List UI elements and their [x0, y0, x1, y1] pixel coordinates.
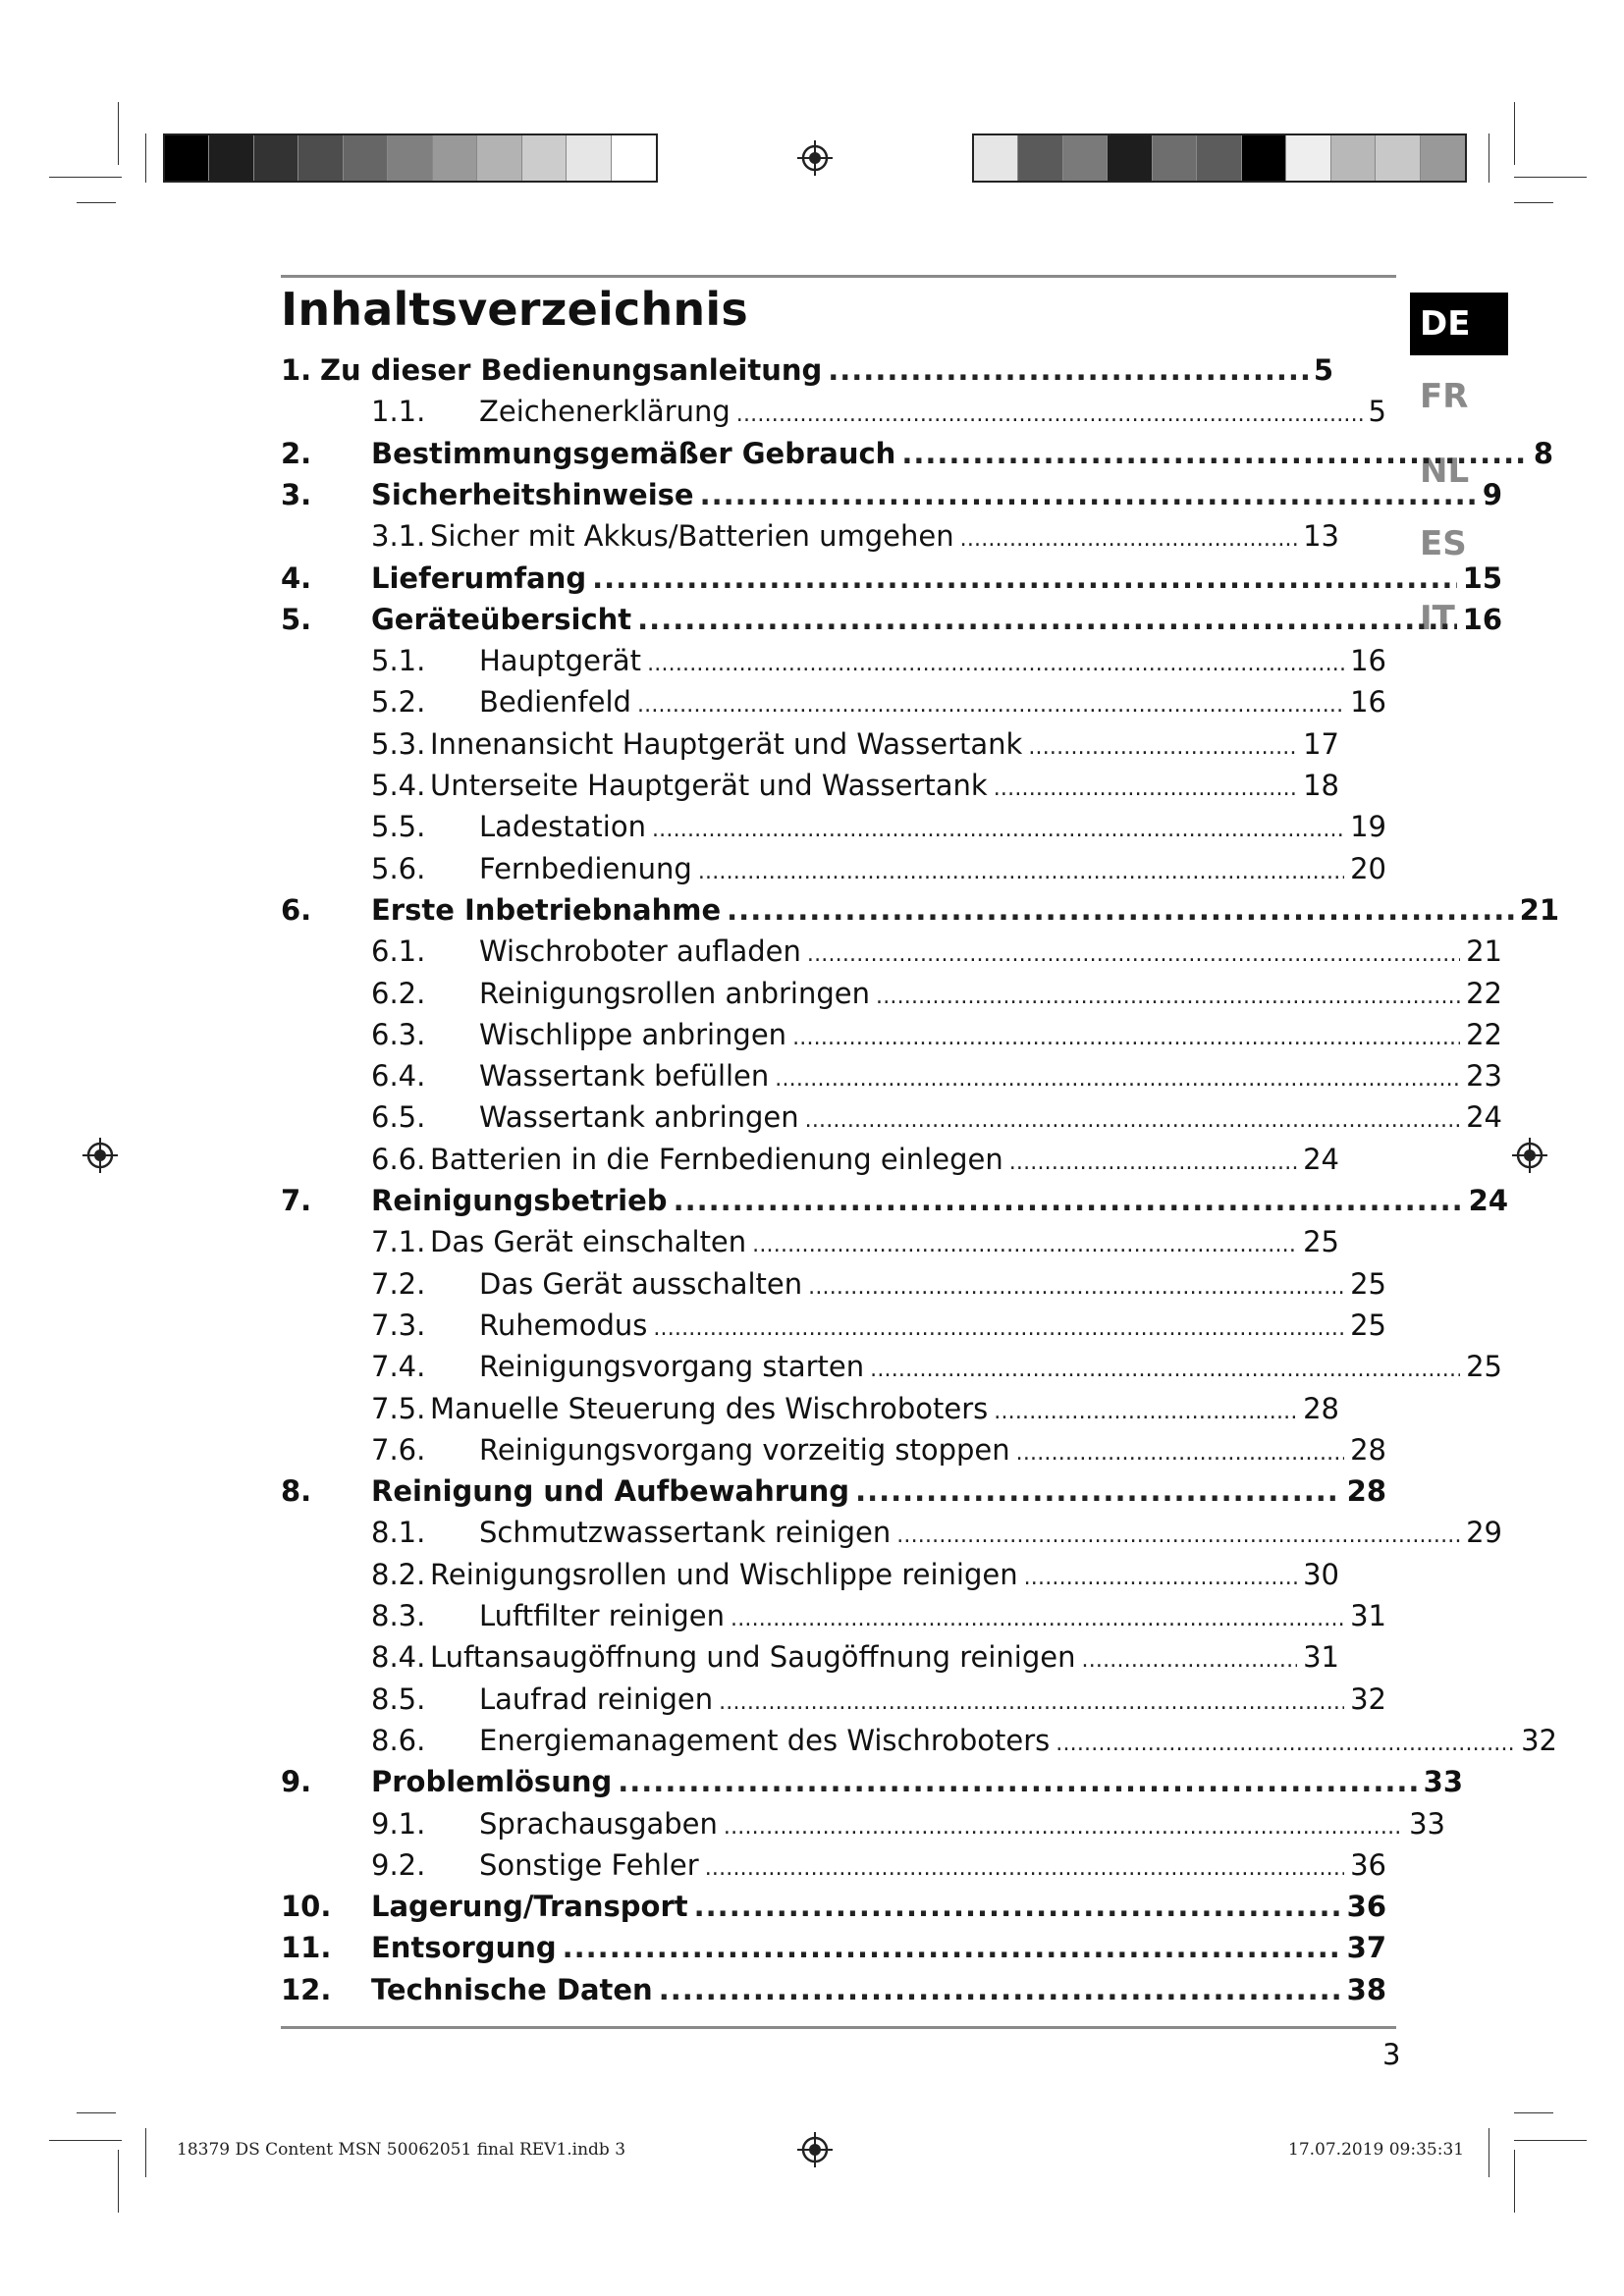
toc-label: Wischroboter aufladen — [479, 934, 801, 969]
toc-page-number: 18 — [1303, 769, 1339, 802]
toc-label: Wassertank befüllen — [479, 1059, 770, 1094]
toc-page-number: 33 — [1409, 1806, 1445, 1841]
color-swatch — [1108, 135, 1152, 181]
color-swatch — [298, 135, 343, 181]
toc-section-row[interactable] — [371, 1512, 1502, 1553]
toc-chapter-row[interactable] — [281, 1927, 1386, 1968]
crop-mark — [118, 102, 119, 165]
language-tab-de: DE — [1410, 293, 1508, 355]
toc-leader-dots — [736, 395, 1363, 436]
toc-leader-dots — [563, 1927, 1341, 1968]
color-swatch — [477, 135, 521, 181]
toc-label: Wischlippe anbringen — [479, 1017, 787, 1051]
toc-section-row[interactable] — [371, 681, 1386, 722]
toc-page-number: 37 — [1346, 1931, 1386, 1965]
toc-number: 8. — [281, 1474, 312, 1509]
toc-page-number: 29 — [1466, 1516, 1502, 1550]
toc-chapter-row[interactable] — [281, 1969, 1386, 2010]
color-swatch — [1286, 135, 1330, 181]
toc-number: 12. — [281, 1972, 332, 2006]
color-swatch — [1153, 135, 1197, 181]
toc-leader-dots — [1028, 727, 1297, 769]
crop-mark — [1514, 177, 1587, 178]
toc-label: Das Gerät ausschalten — [479, 1266, 803, 1301]
color-calibration-bar-right — [972, 133, 1467, 183]
toc-chapter-row[interactable] — [281, 889, 1559, 931]
toc-chapter-row[interactable] — [281, 1761, 1463, 1802]
toc-page-number: 5 — [1368, 395, 1386, 429]
toc-label: Reinigungsrollen und Wischlippe reinigen — [430, 1557, 1018, 1591]
toc-page-number: 8 — [1533, 436, 1553, 470]
toc-leader-dots — [618, 1761, 1417, 1802]
toc-number: 5. — [281, 602, 312, 636]
toc-section-row[interactable] — [371, 1055, 1502, 1096]
toc-section-row[interactable] — [371, 1096, 1502, 1138]
toc-chapter-row[interactable] — [281, 599, 1502, 640]
toc-label: Zu dieser Bedienungsanleitung — [320, 353, 823, 387]
toc-number: 8.4. — [371, 1640, 426, 1675]
toc-leader-dots — [960, 519, 1297, 561]
toc-label: Sonstige Fehler — [479, 1847, 699, 1882]
color-swatch — [209, 135, 253, 181]
toc-chapter-row[interactable] — [281, 349, 1333, 391]
toc-section-row[interactable] — [371, 1139, 1339, 1180]
toc-leader-dots — [1009, 1143, 1297, 1184]
toc-page-number: 9 — [1482, 477, 1502, 511]
toc-number: 2. — [281, 436, 312, 470]
toc-leader-dots — [792, 1018, 1460, 1059]
toc-label: Energiemanagement des Wischroboters — [479, 1723, 1051, 1757]
toc-number: 6. — [281, 892, 312, 927]
toc-number: 7.1. — [371, 1225, 426, 1259]
toc-page-number: 36 — [1346, 1890, 1386, 1924]
toc-label: Hauptgerät — [479, 644, 642, 678]
toc-number: 5.6. — [371, 851, 426, 885]
toc-number: 3.1. — [371, 519, 426, 554]
toc-label: Problemlösung — [371, 1765, 613, 1799]
toc-page-number: 31 — [1350, 1599, 1386, 1632]
toc-leader-dots — [637, 685, 1344, 726]
toc-leader-dots — [994, 769, 1297, 810]
toc-number: 7. — [281, 1184, 312, 1217]
toc-number: 9. — [281, 1765, 312, 1799]
toc-leader-dots — [807, 934, 1460, 976]
toc-leader-dots — [705, 1848, 1344, 1890]
toc-section-row[interactable] — [371, 1221, 1339, 1262]
toc-number: 8.6. — [371, 1723, 426, 1757]
toc-page-number: 23 — [1466, 1059, 1502, 1094]
toc-section-row[interactable] — [371, 931, 1502, 972]
toc-label: Luftfilter reinigen — [479, 1599, 726, 1632]
toc-section-row[interactable] — [371, 1305, 1386, 1346]
toc-section-row[interactable] — [371, 515, 1339, 557]
toc-label: Manuelle Steuerung des Wischroboters — [430, 1391, 989, 1425]
toc-leader-dots — [752, 1225, 1297, 1266]
toc-number: 6.6. — [371, 1142, 426, 1176]
toc-label: Sicher mit Akkus/Batterien umgehen — [430, 519, 954, 554]
toc-number: 4. — [281, 561, 312, 595]
color-swatch — [1063, 135, 1108, 181]
toc-number: 1.1. — [371, 395, 426, 429]
crop-mark — [1514, 2140, 1587, 2141]
toc-label: Lieferumfang — [371, 561, 587, 595]
toc-number: 6.4. — [371, 1059, 426, 1094]
toc-number: 9.1. — [371, 1806, 426, 1841]
toc-number: 7.6. — [371, 1432, 426, 1467]
toc-number: 5.1. — [371, 644, 426, 678]
toc-section-row[interactable] — [371, 1346, 1502, 1387]
toc-number: 6.1. — [371, 934, 426, 969]
color-swatch — [254, 135, 298, 181]
toc-page-number: 24 — [1303, 1142, 1339, 1176]
toc-number: 8.5. — [371, 1682, 426, 1716]
toc-section-row[interactable] — [371, 1803, 1445, 1844]
toc-page-number: 32 — [1521, 1723, 1557, 1757]
toc-page-number: 31 — [1303, 1640, 1339, 1675]
toc-label: Fernbedienung — [479, 851, 692, 885]
crop-mark — [1514, 202, 1553, 203]
toc-label: Reinigungsbetrieb — [371, 1184, 668, 1217]
toc-leader-dots — [828, 349, 1308, 391]
toc-leader-dots — [727, 889, 1513, 931]
registration-mark-icon — [81, 1136, 120, 1175]
registration-mark-icon — [795, 2130, 835, 2169]
toc-number: 3. — [281, 477, 312, 511]
toc-page-number: 21 — [1519, 892, 1559, 927]
toc-page-number: 28 — [1346, 1474, 1386, 1509]
toc-leader-dots — [674, 1180, 1463, 1221]
toc-leader-dots — [1024, 1558, 1297, 1599]
language-tab-nl: NL — [1420, 452, 1470, 491]
toc-page-number: 5 — [1313, 353, 1333, 387]
color-swatch — [1018, 135, 1062, 181]
toc-label: Sicherheitshinweise — [371, 477, 694, 511]
toc-leader-dots — [652, 810, 1344, 851]
toc-leader-dots — [647, 644, 1344, 685]
toc-label: Das Gerät einschalten — [430, 1225, 747, 1259]
toc-section-row[interactable] — [371, 723, 1339, 765]
toc-chapter-row[interactable] — [281, 1886, 1386, 1927]
toc-number: 7.3. — [371, 1308, 426, 1342]
color-swatch — [1376, 135, 1420, 181]
toc-page-number: 36 — [1350, 1847, 1386, 1882]
color-swatch — [974, 135, 1018, 181]
toc-section-row[interactable] — [371, 973, 1502, 1014]
toc-page-number: 25 — [1350, 1266, 1386, 1301]
toc-page-number: 25 — [1350, 1308, 1386, 1342]
toc-page-number: 15 — [1462, 561, 1502, 595]
toc-number: 5.2. — [371, 685, 426, 720]
toc-label: Geräteübersicht — [371, 602, 632, 636]
toc-number: 7.4. — [371, 1350, 426, 1384]
crop-mark — [1514, 2150, 1515, 2213]
toc-page-number: 20 — [1350, 851, 1386, 885]
toc-chapter-row[interactable] — [281, 1180, 1508, 1221]
toc-label: Batterien in die Fernbedienung einlegen — [430, 1142, 1003, 1176]
toc-leader-dots — [1056, 1724, 1515, 1765]
toc-label: Technische Daten — [371, 1972, 653, 2006]
toc-number: 5.4. — [371, 769, 426, 802]
toc-page-number: 24 — [1468, 1184, 1508, 1217]
toc-label: Bedienfeld — [479, 685, 631, 720]
page-title: Inhaltsverzeichnis — [281, 283, 748, 336]
toc-section-row[interactable] — [371, 640, 1386, 681]
toc-page-number: 16 — [1350, 685, 1386, 720]
toc-number: 6.2. — [371, 976, 426, 1010]
toc-label: Sprachausgaben — [479, 1806, 718, 1841]
toc-page-number: 28 — [1303, 1391, 1339, 1425]
toc-label: Reinigung und Aufbewahrung — [371, 1474, 850, 1509]
toc-leader-dots — [896, 1516, 1460, 1557]
toc-number: 6.3. — [371, 1017, 426, 1051]
toc-number: 11. — [281, 1931, 332, 1965]
footer-file-name: 18379 DS Content MSN 50062051 final REV1.indb 3 — [177, 2140, 626, 2160]
language-tab-it: IT — [1420, 599, 1455, 638]
toc-page-number: 17 — [1303, 726, 1339, 761]
language-tab-es: ES — [1420, 524, 1467, 563]
toc-page-number: 16 — [1462, 602, 1502, 636]
crop-mark — [145, 133, 146, 183]
toc-leader-dots — [1082, 1640, 1298, 1682]
crop-mark — [77, 2112, 116, 2113]
toc-leader-dots — [1016, 1433, 1344, 1474]
toc-label: Laufrad reinigen — [479, 1682, 714, 1716]
toc-leader-dots — [659, 1969, 1341, 2010]
color-swatch — [1421, 135, 1465, 181]
toc-leader-dots — [698, 852, 1344, 893]
toc-label: Erste Inbetriebnahme — [371, 892, 722, 927]
crop-mark — [77, 202, 116, 203]
toc-label: Zeichenerklärung — [479, 395, 731, 429]
bottom-rule — [281, 2026, 1396, 2029]
toc-label: Reinigungsrollen anbringen — [479, 976, 870, 1010]
toc-section-row[interactable] — [371, 1263, 1386, 1305]
color-swatch — [612, 135, 656, 181]
toc-leader-dots — [855, 1470, 1341, 1512]
toc-section-row[interactable] — [371, 806, 1386, 847]
toc-section-row[interactable] — [371, 765, 1339, 806]
color-calibration-bar-left — [163, 133, 658, 183]
toc-page-number: 24 — [1466, 1100, 1502, 1135]
toc-section-row[interactable] — [371, 1679, 1386, 1720]
color-swatch — [433, 135, 477, 181]
page-number: 3 — [1382, 2038, 1401, 2071]
toc-label: Schmutzwassertank reinigen — [479, 1516, 892, 1550]
toc-page-number: 13 — [1303, 519, 1339, 554]
registration-mark-icon — [1510, 1136, 1549, 1175]
toc-section-row[interactable] — [371, 1844, 1386, 1886]
toc-page-number: 25 — [1303, 1225, 1339, 1259]
registration-mark-icon — [795, 138, 835, 178]
toc-leader-dots — [805, 1100, 1460, 1142]
toc-leader-dots — [994, 1392, 1297, 1433]
toc-chapter-row[interactable] — [281, 433, 1553, 474]
crop-mark — [49, 2140, 122, 2141]
toc-page-number: 21 — [1466, 934, 1502, 969]
toc-leader-dots — [724, 1807, 1403, 1848]
toc-section-row[interactable] — [371, 1388, 1339, 1429]
toc-number: 10. — [281, 1890, 332, 1924]
toc-page-number: 32 — [1350, 1682, 1386, 1716]
toc-label: Entsorgung — [371, 1931, 557, 1965]
top-rule — [281, 275, 1396, 278]
toc-label: Reinigungsvorgang vorzeitig stoppen — [479, 1432, 1010, 1467]
toc-page-number: 19 — [1350, 810, 1386, 844]
color-swatch — [522, 135, 567, 181]
toc-section-row[interactable] — [371, 1014, 1502, 1055]
toc-number: 8.1. — [371, 1516, 426, 1550]
toc-number: 7.2. — [371, 1266, 426, 1301]
toc-chapter-row[interactable] — [281, 474, 1502, 515]
toc-leader-dots — [653, 1308, 1344, 1350]
toc-number: 6.5. — [371, 1100, 426, 1135]
color-swatch — [567, 135, 611, 181]
toc-number: 1. — [281, 353, 312, 387]
color-swatch — [1197, 135, 1241, 181]
color-swatch — [1331, 135, 1376, 181]
footer-timestamp: 17.07.2019 09:35:31 — [1288, 2140, 1465, 2160]
toc-leader-dots — [731, 1599, 1344, 1640]
toc-label: Ladestation — [479, 810, 646, 844]
toc-leader-dots — [775, 1059, 1460, 1100]
toc-page-number: 16 — [1350, 644, 1386, 678]
toc-section-row[interactable] — [371, 391, 1386, 432]
toc-number: 5.5. — [371, 810, 426, 844]
crop-mark — [1514, 2112, 1553, 2113]
toc-number: 7.5. — [371, 1391, 426, 1425]
toc-page-number: 28 — [1350, 1432, 1386, 1467]
color-swatch — [344, 135, 388, 181]
crop-mark — [118, 2150, 119, 2213]
crop-mark — [145, 2128, 146, 2177]
toc-label: Reinigungsvorgang starten — [479, 1350, 865, 1384]
toc-label: Innenansicht Hauptgerät und Wassertank — [430, 726, 1023, 761]
toc-section-row[interactable] — [371, 1720, 1557, 1761]
toc-number: 8.3. — [371, 1599, 426, 1632]
toc-page-number: 38 — [1346, 1972, 1386, 2006]
toc-label: Bestimmungsgemäßer Gebrauch — [371, 436, 896, 470]
color-swatch — [1242, 135, 1286, 181]
toc-leader-dots — [876, 977, 1460, 1018]
language-tab-fr: FR — [1420, 377, 1469, 416]
toc-number: 5.3. — [371, 726, 426, 761]
toc-label: Ruhemodus — [479, 1308, 648, 1342]
color-swatch — [165, 135, 209, 181]
toc-page-number: 22 — [1466, 976, 1502, 1010]
toc-section-row[interactable] — [371, 848, 1386, 889]
toc-leader-dots — [719, 1682, 1344, 1724]
toc-page-number: 25 — [1466, 1350, 1502, 1384]
color-swatch — [388, 135, 432, 181]
toc-leader-dots — [901, 433, 1528, 474]
toc-label: Luftansaugöffnung und Saugöffnung reinigen — [430, 1640, 1076, 1675]
toc-leader-dots — [637, 599, 1456, 640]
toc-section-row[interactable] — [371, 1595, 1386, 1636]
toc-label: Wassertank anbringen — [479, 1100, 799, 1135]
crop-mark — [1514, 102, 1515, 165]
toc-label: Lagerung/Transport — [371, 1890, 688, 1924]
toc-leader-dots — [592, 558, 1457, 599]
toc-section-row[interactable] — [371, 1429, 1386, 1470]
toc-chapter-row[interactable] — [281, 1470, 1386, 1512]
toc-page-number: 33 — [1423, 1765, 1463, 1799]
toc-leader-dots — [700, 474, 1477, 515]
toc-section-row[interactable] — [371, 1554, 1339, 1595]
toc-label: Unterseite Hauptgerät und Wassertank — [430, 769, 988, 802]
toc-number: 9.2. — [371, 1847, 426, 1882]
toc-page-number: 30 — [1303, 1557, 1339, 1591]
crop-mark — [49, 177, 122, 178]
toc-number: 8.2. — [371, 1557, 426, 1591]
toc-leader-dots — [694, 1886, 1341, 1927]
toc-section-row[interactable] — [371, 1636, 1339, 1678]
toc-chapter-row[interactable] — [281, 558, 1502, 599]
toc-leader-dots — [870, 1350, 1460, 1391]
toc-page-number: 22 — [1466, 1017, 1502, 1051]
toc-leader-dots — [808, 1267, 1344, 1308]
